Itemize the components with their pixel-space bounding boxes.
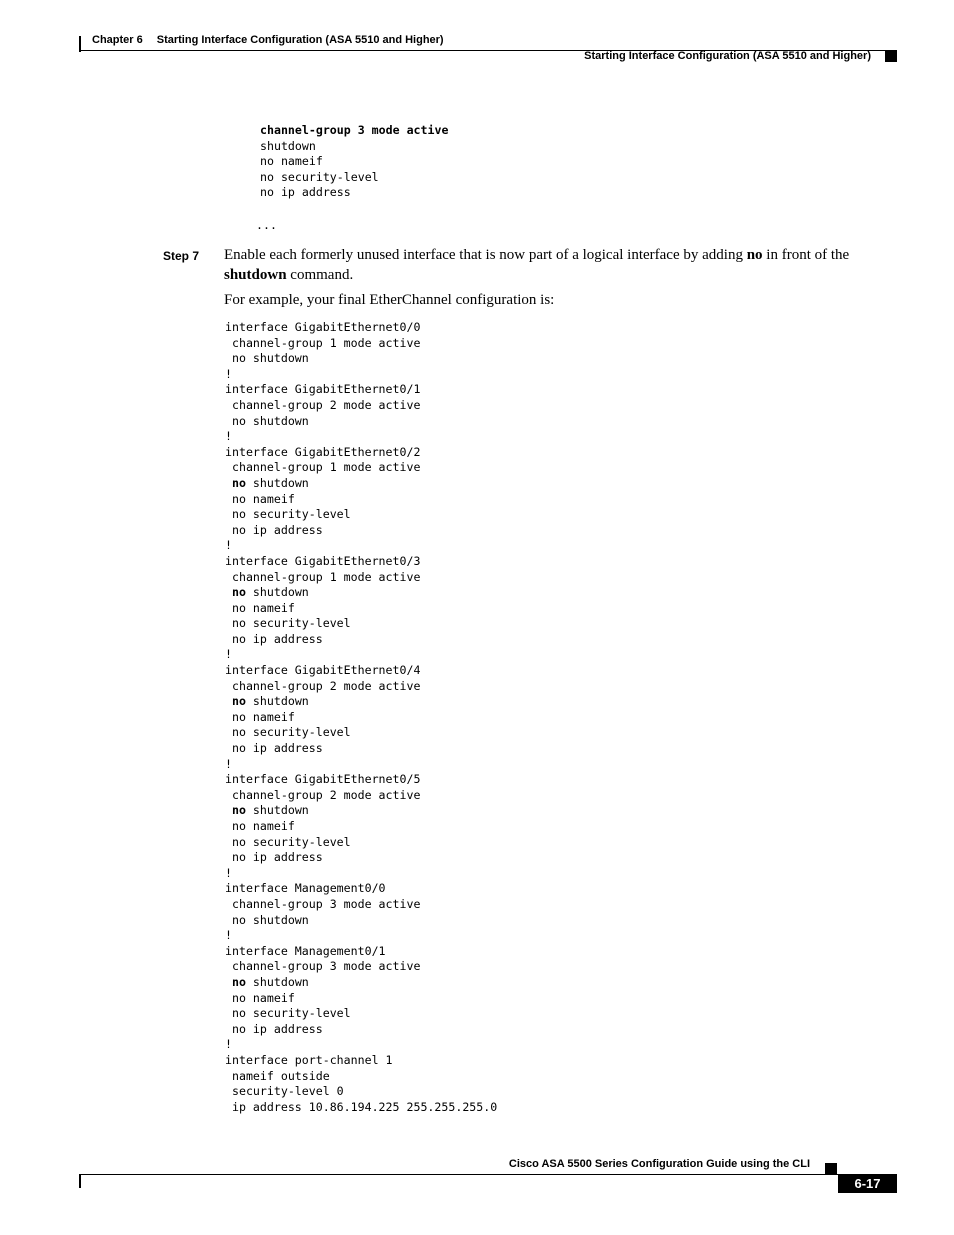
step-bold-shutdown: shutdown	[224, 266, 287, 283]
step-text-2: in front of the	[762, 247, 850, 263]
running-header-section: Starting Interface Configuration (ASA 5510 and Higher)	[584, 50, 871, 62]
page-number: 6-17	[838, 1174, 897, 1193]
code-lines: shutdown no nameif no security-level no ip address	[260, 138, 379, 200]
code-bold-no: no	[231, 694, 246, 709]
etherchannel-config-code	[225, 320, 497, 1115]
step-bold-no: no	[746, 247, 763, 263]
code-bold-no: no	[231, 974, 246, 989]
running-header-chapter	[92, 34, 444, 46]
code-segment: shutdown no nameif no security-level no ip address ! interface Management0/0 channel-group 3 mode active no shutdown ! interface Management0/1 channel-group 3 mode active	[225, 803, 421, 974]
footer-vertical-bar	[79, 1174, 81, 1188]
step-label: Step 7	[163, 249, 200, 263]
code-segment: shutdown no nameif no security-level no ip address ! interface GigabitEthernet0/3 channel-group 1 mode active	[225, 475, 421, 584]
header-block-marker	[885, 50, 897, 62]
code-block-continued	[260, 123, 448, 201]
code-bold-no: no	[231, 803, 246, 818]
code-bold-line: channel-group 3 mode active	[260, 123, 449, 137]
code-bold-no: no	[231, 585, 246, 600]
code-segment: shutdown no nameif no security-level no ip address ! interface GigabitEthernet0/4 channel-group 2 mode active	[225, 585, 421, 693]
step-instruction	[224, 246, 904, 285]
step-text-1: Enable each formerly unused interface that is now part of a logical interface by adding	[224, 247, 747, 263]
code-segment: shutdown no nameif no security-level no ip address ! interface port-channel 1 nameif outside security-level 0 ip address 10.86.194.225 255.255.255.0	[225, 974, 498, 1114]
chapter-label: Chapter 6	[92, 34, 143, 46]
code-segment: shutdown no nameif no security-level no ip address ! interface GigabitEthernet0/5 channel-group 2 mode active	[225, 694, 421, 802]
example-intro: For example, your final EtherChannel configuration is:	[224, 292, 555, 308]
code-bold-no: no	[231, 475, 246, 490]
footer-rule	[79, 1174, 897, 1175]
code-segment: interface GigabitEthernet0/0 channel-group 1 mode active no shutdown ! interface GigabitEthernet0/1 channel-group 2 mode active no shutdown ! interface GigabitEthernet0/2 channel-group 1 mode active	[225, 320, 421, 475]
code-ellipsis: ...	[256, 218, 277, 232]
step-text-3: command.	[286, 266, 354, 283]
chapter-title: Starting Interface Configuration (ASA 5510 and Higher)	[156, 34, 444, 46]
footer-guide-title: Cisco ASA 5500 Series Configuration Guide using the CLI	[508, 1158, 810, 1170]
